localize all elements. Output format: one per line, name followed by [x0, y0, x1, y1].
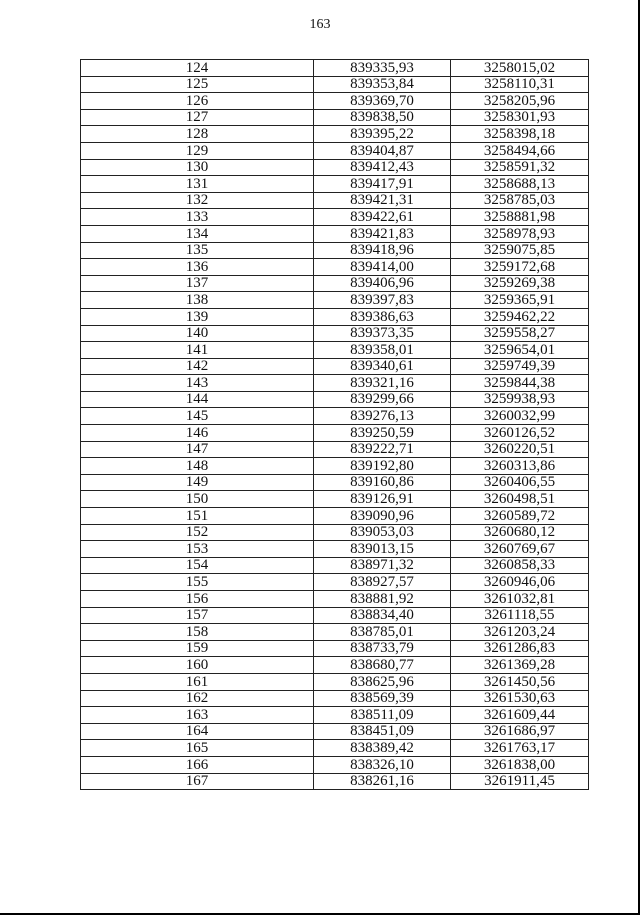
x-coordinate-cell: 838927,57 — [314, 574, 451, 591]
point-number-cell: 150 — [81, 491, 314, 508]
point-number-cell: 143 — [81, 375, 314, 392]
x-coordinate-cell: 838881,92 — [314, 591, 451, 608]
table-row — [81, 557, 589, 574]
point-number-cell: 142 — [81, 358, 314, 375]
x-coordinate-cell: 838511,09 — [314, 707, 451, 724]
table-row — [81, 657, 589, 674]
point-number-cell: 131 — [81, 176, 314, 193]
x-coordinate-cell: 839160,86 — [314, 474, 451, 491]
x-coordinate-cell: 838625,96 — [314, 673, 451, 690]
x-coordinate-cell: 839421,31 — [314, 192, 451, 209]
y-coordinate-cell: 3260498,51 — [451, 491, 589, 508]
table-row — [81, 259, 589, 276]
x-coordinate-cell: 839418,96 — [314, 242, 451, 259]
point-number-cell: 141 — [81, 342, 314, 359]
point-number-cell: 156 — [81, 591, 314, 608]
point-number-cell: 159 — [81, 640, 314, 657]
table-row — [81, 441, 589, 458]
point-number-cell: 133 — [81, 209, 314, 226]
x-coordinate-cell: 839126,91 — [314, 491, 451, 508]
x-coordinate-cell: 838834,40 — [314, 607, 451, 624]
y-coordinate-cell: 3259749,39 — [451, 358, 589, 375]
table-row — [81, 474, 589, 491]
y-coordinate-cell: 3261609,44 — [451, 707, 589, 724]
x-coordinate-cell: 839299,66 — [314, 391, 451, 408]
table-row — [81, 740, 589, 757]
point-number-cell: 130 — [81, 159, 314, 176]
table-row — [81, 342, 589, 359]
y-coordinate-cell: 3261686,97 — [451, 723, 589, 740]
x-coordinate-cell: 838569,39 — [314, 690, 451, 707]
point-number-cell: 137 — [81, 275, 314, 292]
x-coordinate-cell: 839340,61 — [314, 358, 451, 375]
table-row — [81, 624, 589, 641]
y-coordinate-cell: 3259172,68 — [451, 259, 589, 276]
table-row — [81, 60, 589, 77]
y-coordinate-cell: 3260589,72 — [451, 508, 589, 525]
point-number-cell: 167 — [81, 773, 314, 790]
point-number-cell: 134 — [81, 225, 314, 242]
y-coordinate-cell: 3258015,02 — [451, 60, 589, 77]
y-coordinate-cell: 3260220,51 — [451, 441, 589, 458]
point-number-cell: 154 — [81, 557, 314, 574]
point-number-cell: 136 — [81, 259, 314, 276]
table-row — [81, 308, 589, 325]
y-coordinate-cell: 3260032,99 — [451, 408, 589, 425]
y-coordinate-cell: 3260858,33 — [451, 557, 589, 574]
point-number-cell: 135 — [81, 242, 314, 259]
point-number-cell: 165 — [81, 740, 314, 757]
x-coordinate-cell: 838971,32 — [314, 557, 451, 574]
y-coordinate-cell: 3259844,38 — [451, 375, 589, 392]
y-coordinate-cell: 3258978,93 — [451, 225, 589, 242]
table-row — [81, 773, 589, 790]
table-row — [81, 508, 589, 525]
x-coordinate-cell: 839353,84 — [314, 76, 451, 93]
y-coordinate-cell: 3260406,55 — [451, 474, 589, 491]
table-row — [81, 541, 589, 558]
table-row — [81, 491, 589, 508]
y-coordinate-cell: 3260769,67 — [451, 541, 589, 558]
table-row — [81, 109, 589, 126]
x-coordinate-cell: 839417,91 — [314, 176, 451, 193]
point-number-cell: 144 — [81, 391, 314, 408]
x-coordinate-cell: 838680,77 — [314, 657, 451, 674]
point-number-cell: 140 — [81, 325, 314, 342]
x-coordinate-cell: 838785,01 — [314, 624, 451, 641]
x-coordinate-cell: 839373,35 — [314, 325, 451, 342]
table-row — [81, 142, 589, 159]
y-coordinate-cell: 3259558,27 — [451, 325, 589, 342]
table-row — [81, 756, 589, 773]
point-number-cell: 166 — [81, 756, 314, 773]
y-coordinate-cell: 3261911,45 — [451, 773, 589, 790]
x-coordinate-cell: 839422,61 — [314, 209, 451, 226]
y-coordinate-cell: 3261286,83 — [451, 640, 589, 657]
coordinates-table — [80, 59, 589, 790]
y-coordinate-cell: 3258881,98 — [451, 209, 589, 226]
x-coordinate-cell: 839358,01 — [314, 342, 451, 359]
table-row — [81, 176, 589, 193]
x-coordinate-cell: 839192,80 — [314, 458, 451, 475]
point-number-cell: 125 — [81, 76, 314, 93]
point-number-cell: 145 — [81, 408, 314, 425]
x-coordinate-cell: 838326,10 — [314, 756, 451, 773]
x-coordinate-cell: 839276,13 — [314, 408, 451, 425]
x-coordinate-cell: 839053,03 — [314, 524, 451, 541]
x-coordinate-cell: 839250,59 — [314, 425, 451, 442]
point-number-cell: 155 — [81, 574, 314, 591]
table-row — [81, 458, 589, 475]
point-number-cell: 151 — [81, 508, 314, 525]
table-row — [81, 209, 589, 226]
y-coordinate-cell: 3259269,38 — [451, 275, 589, 292]
point-number-cell: 157 — [81, 607, 314, 624]
page-number: 163 — [309, 17, 331, 32]
table-row — [81, 225, 589, 242]
table-row — [81, 275, 589, 292]
point-number-cell: 124 — [81, 60, 314, 77]
x-coordinate-cell: 839335,93 — [314, 60, 451, 77]
table-row — [81, 723, 589, 740]
y-coordinate-cell: 3259938,93 — [451, 391, 589, 408]
table-row — [81, 126, 589, 143]
point-number-cell: 132 — [81, 192, 314, 209]
point-number-cell: 153 — [81, 541, 314, 558]
x-coordinate-cell: 839404,87 — [314, 142, 451, 159]
y-coordinate-cell: 3261369,28 — [451, 657, 589, 674]
point-number-cell: 158 — [81, 624, 314, 641]
table-row — [81, 408, 589, 425]
table-row — [81, 292, 589, 309]
y-coordinate-cell: 3260680,12 — [451, 524, 589, 541]
table-row — [81, 375, 589, 392]
y-coordinate-cell: 3260313,86 — [451, 458, 589, 475]
point-number-cell: 139 — [81, 308, 314, 325]
table-row — [81, 524, 589, 541]
x-coordinate-cell: 838451,09 — [314, 723, 451, 740]
y-coordinate-cell: 3259462,22 — [451, 308, 589, 325]
x-coordinate-cell: 839412,43 — [314, 159, 451, 176]
point-number-cell: 160 — [81, 657, 314, 674]
x-coordinate-cell: 838389,42 — [314, 740, 451, 757]
y-coordinate-cell: 3258205,96 — [451, 93, 589, 110]
point-number-cell: 128 — [81, 126, 314, 143]
x-coordinate-cell: 839421,83 — [314, 225, 451, 242]
point-number-cell: 147 — [81, 441, 314, 458]
x-coordinate-cell: 839321,16 — [314, 375, 451, 392]
y-coordinate-cell: 3258110,31 — [451, 76, 589, 93]
point-number-cell: 161 — [81, 673, 314, 690]
table-row — [81, 574, 589, 591]
table-row — [81, 93, 589, 110]
y-coordinate-cell: 3260126,52 — [451, 425, 589, 442]
point-number-cell: 148 — [81, 458, 314, 475]
table-row — [81, 640, 589, 657]
table-row — [81, 690, 589, 707]
x-coordinate-cell: 839090,96 — [314, 508, 451, 525]
point-number-cell: 164 — [81, 723, 314, 740]
point-number-cell: 149 — [81, 474, 314, 491]
table-row — [81, 707, 589, 724]
table-row — [81, 325, 589, 342]
y-coordinate-cell: 3259654,01 — [451, 342, 589, 359]
table-row — [81, 358, 589, 375]
table-row — [81, 242, 589, 259]
table-row — [81, 159, 589, 176]
table-row — [81, 192, 589, 209]
point-number-cell: 126 — [81, 93, 314, 110]
y-coordinate-cell: 3259075,85 — [451, 242, 589, 259]
x-coordinate-cell: 839838,50 — [314, 109, 451, 126]
table-row — [81, 673, 589, 690]
y-coordinate-cell: 3258785,03 — [451, 192, 589, 209]
y-coordinate-cell: 3259365,91 — [451, 292, 589, 309]
table-row — [81, 591, 589, 608]
point-number-cell: 152 — [81, 524, 314, 541]
y-coordinate-cell: 3258301,93 — [451, 109, 589, 126]
y-coordinate-cell: 3258688,13 — [451, 176, 589, 193]
point-number-cell: 146 — [81, 425, 314, 442]
y-coordinate-cell: 3261763,17 — [451, 740, 589, 757]
x-coordinate-cell: 839406,96 — [314, 275, 451, 292]
x-coordinate-cell: 838733,79 — [314, 640, 451, 657]
y-coordinate-cell: 3261032,81 — [451, 591, 589, 608]
x-coordinate-cell: 839222,71 — [314, 441, 451, 458]
table-body — [81, 60, 589, 790]
point-number-cell: 162 — [81, 690, 314, 707]
x-coordinate-cell: 839414,00 — [314, 259, 451, 276]
x-coordinate-cell: 839395,22 — [314, 126, 451, 143]
y-coordinate-cell: 3261838,00 — [451, 756, 589, 773]
y-coordinate-cell: 3258591,32 — [451, 159, 589, 176]
table-row — [81, 391, 589, 408]
y-coordinate-cell: 3261450,56 — [451, 673, 589, 690]
y-coordinate-cell: 3261530,63 — [451, 690, 589, 707]
point-number-cell: 129 — [81, 142, 314, 159]
y-coordinate-cell: 3261203,24 — [451, 624, 589, 641]
point-number-cell: 127 — [81, 109, 314, 126]
table-row — [81, 425, 589, 442]
x-coordinate-cell: 838261,16 — [314, 773, 451, 790]
y-coordinate-cell: 3258494,66 — [451, 142, 589, 159]
y-coordinate-cell: 3261118,55 — [451, 607, 589, 624]
point-number-cell: 163 — [81, 707, 314, 724]
x-coordinate-cell: 839386,63 — [314, 308, 451, 325]
table-row — [81, 76, 589, 93]
y-coordinate-cell: 3260946,06 — [451, 574, 589, 591]
x-coordinate-cell: 839397,83 — [314, 292, 451, 309]
y-coordinate-cell: 3258398,18 — [451, 126, 589, 143]
table-row — [81, 607, 589, 624]
point-number-cell: 138 — [81, 292, 314, 309]
x-coordinate-cell: 839369,70 — [314, 93, 451, 110]
x-coordinate-cell: 839013,15 — [314, 541, 451, 558]
